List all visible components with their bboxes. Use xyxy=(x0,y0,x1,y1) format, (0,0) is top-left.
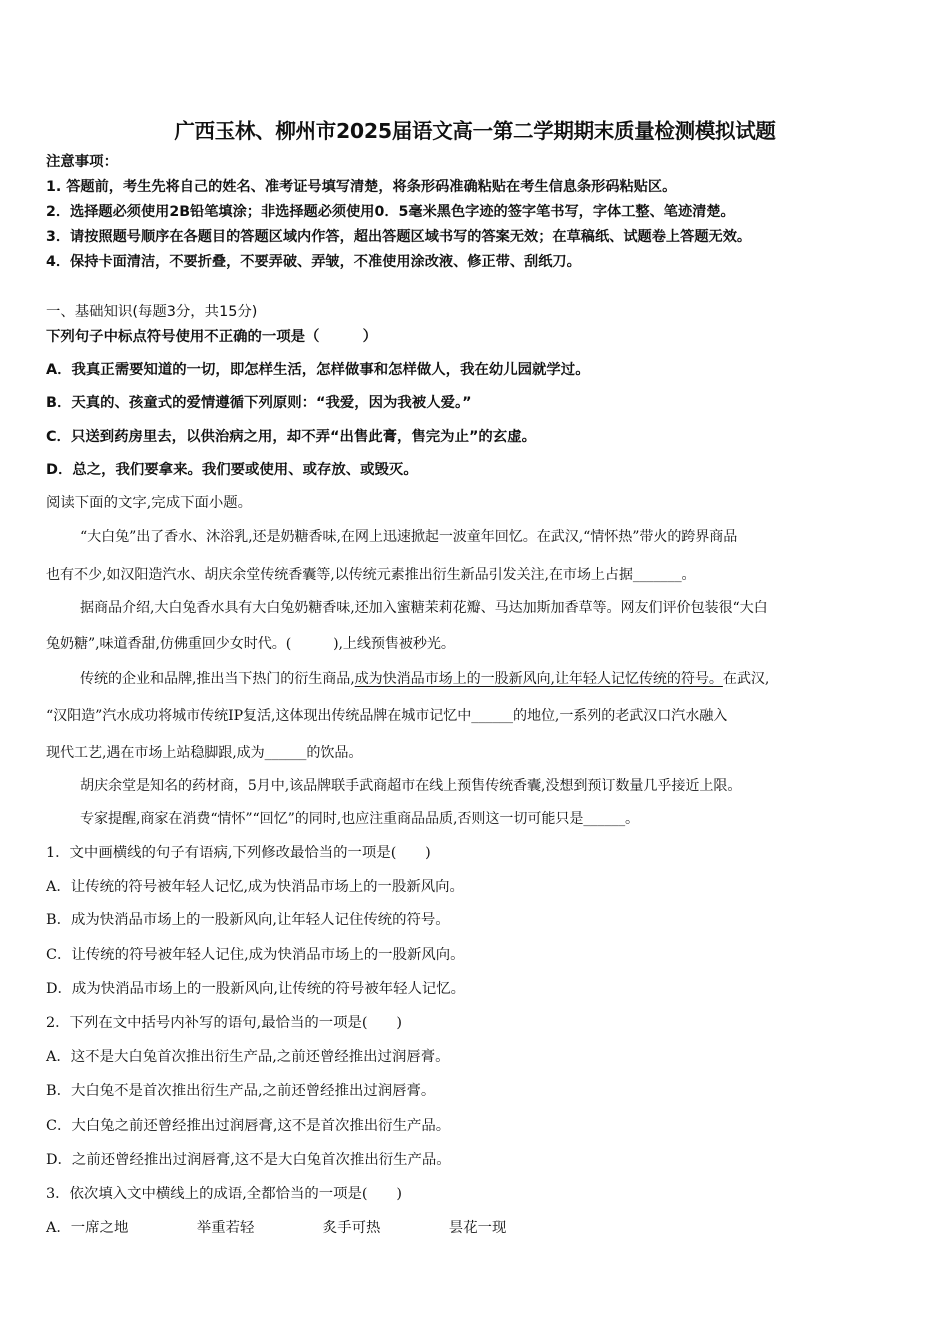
passage-p3b-pre: “汉阳造”汽水成功将城市传统IP复活,这体现出传统品牌在城市记忆中 xyxy=(46,708,472,724)
option-a: A．我真正需要知道的一切，即怎样生活，怎样做事和怎样做人，我在幼儿园就学过。 xyxy=(46,362,590,378)
passage-p1-text: 也有不少,如汉阳造汽水、胡庆余堂传统香囊等,以传统元素推出衍生新品引发关注,在市场上占据 xyxy=(46,567,633,583)
passage-p3-line3 xyxy=(46,743,362,763)
notice-item-1: 1. 答题前，考生先将自己的姓名、准考证号填写清楚，将条形码准确粘贴在考生信息条形码粘贴区。 xyxy=(46,179,677,195)
passage-p3-pre: 传统的企业和品牌,推出当下热门的衍生商品, xyxy=(80,671,355,687)
reading-intro: 阅读下面的文字,完成下面小题。 xyxy=(46,495,253,511)
passage-p1-line2 xyxy=(46,565,696,585)
question-stem-2: 2．下列在文中括号内补写的语句,最恰当的一项是( ) xyxy=(46,1015,402,1031)
q3-word-2: 举重若轻 xyxy=(196,1220,255,1236)
q3-word-4: 昙花一现 xyxy=(448,1220,507,1236)
option-d: D．总之，我们要拿来。我们要或使用、或存放、或毁灭。 xyxy=(46,462,418,478)
notice-item-3: 3．请按照题号顺序在各题目的答题区域内作答，超出答题区域书写的答案无效；在草稿纸、试题卷上答题无效。 xyxy=(46,229,752,245)
notice-heading: 注意事项： xyxy=(46,154,118,170)
question-stem-3: 3．依次填入文中横线上的成语,全都恰当的一项是( ) xyxy=(46,1186,402,1202)
notice-item-2: 2．选择题必须使用2B铅笔填涂；非选择题必须使用0．5毫米黑色字迹的签字笔书写，字体工整、笔迹清楚。 xyxy=(46,204,735,220)
q1-option-a: A．让传统的符号被年轻人记忆,成为快消品市场上的一股新风向。 xyxy=(46,879,464,895)
q3-option-a xyxy=(46,1218,506,1238)
q2-option-d: D．之前还曾经推出过润唇膏,这不是大白兔首次推出衍生产品。 xyxy=(46,1152,451,1168)
passage-p5-pre: 专家提醒,商家在消费“情怀”“回忆”的同时,也应注重商品品质,否则这一切可能只是 xyxy=(80,811,584,827)
passage-p2-line1: 据商品介绍,大白兔香水具有大白兔奶糖香味,还加入蜜糖茉莉花瓣、马达加斯加香草等。网友们评价包装很“大白 xyxy=(80,600,768,616)
passage-p2-line2: 兔奶糖”,味道香甜,仿佛重回少女时代。( ),上线预售被秒光。 xyxy=(46,636,455,652)
passage-p1-end: 。 xyxy=(681,567,696,583)
question-stem-1: 1．文中画横线的句子有语病,下列修改最恰当的一项是( ) xyxy=(46,845,431,861)
fill-blank-2: ______ xyxy=(471,708,513,724)
section-heading: 一、基础知识(每题3分，共15分) xyxy=(46,304,258,320)
passage-p3c-post: 的饮品。 xyxy=(306,745,363,761)
q3-word-1: 一席之地 xyxy=(70,1220,129,1236)
passage-p5-post: 。 xyxy=(625,811,640,827)
passage-p3b-post: 的地位,一系列的老武汉口汽水融入 xyxy=(512,708,728,724)
fill-blank-4: ______ xyxy=(583,811,626,827)
q2-option-a: A．这不是大白兔首次推出衍生产品,之前还曾经推出过润唇膏。 xyxy=(46,1049,450,1065)
passage-p3-line1 xyxy=(80,669,769,689)
q3-word-3: 炙手可热 xyxy=(322,1220,381,1236)
passage-p1-line1: “大白兔”出了香水、沐浴乳,还是奶糖香味,在网上迅速掀起一波童年回忆。在武汉,“情怀热”带火的跨界商品 xyxy=(80,529,738,545)
option-c: C．只送到药房里去，以供治病之用，却不弄“出售此膏，售完为止”的玄虚。 xyxy=(46,429,536,445)
q2-option-c: C．大白兔之前还曾经推出过润唇膏,这不是首次推出衍生产品。 xyxy=(46,1118,451,1134)
option-b: B．天真的、孩童式的爱情遵循下列原则：“我爱，因为我被人爱。” xyxy=(46,395,472,411)
passage-p3c-pre: 现代工艺,遇在市场上站稳脚跟,成为 xyxy=(46,745,265,761)
underlined-sentence: 成为快消品市场上的一股新风向,让年轻人记忆传统的符号。 xyxy=(354,671,723,687)
passage-p3-line2 xyxy=(46,706,727,726)
q3-option-a-label: A． xyxy=(46,1220,71,1236)
passage-p4: 胡庆余堂是知名的药材商，5月中,该品牌联手武商超市在线上预售传统香囊,没想到预订数量几乎接近上限。 xyxy=(80,778,742,794)
passage-p3-post: 在武汉, xyxy=(722,671,770,687)
passage-p5 xyxy=(80,809,639,829)
q2-option-b: B．大白兔不是首次推出衍生产品,之前还曾经推出过润唇膏。 xyxy=(46,1083,436,1099)
fill-blank-3: ______ xyxy=(264,745,307,761)
page-title: 广西玉林、柳州市2025届语文高一第二学期期末质量检测模拟试题 xyxy=(174,119,776,143)
q1-option-d: D．成为快消品市场上的一股新风向,让传统的符号被年轻人记忆。 xyxy=(46,981,466,997)
notice-item-4: 4．保持卡面清洁，不要折叠，不要弄破、弄皱，不准使用涂改液、修正带、刮纸刀。 xyxy=(46,254,581,270)
fill-blank-1: _______ xyxy=(632,567,682,583)
question-stem-0: 下列句子中标点符号使用不正确的一项是（ ） xyxy=(46,329,377,345)
q1-option-c: C．让传统的符号被年轻人记住,成为快消品市场上的一股新风向。 xyxy=(46,947,465,963)
q1-option-b: B．成为快消品市场上的一股新风向,让年轻人记住传统的符号。 xyxy=(46,912,450,928)
